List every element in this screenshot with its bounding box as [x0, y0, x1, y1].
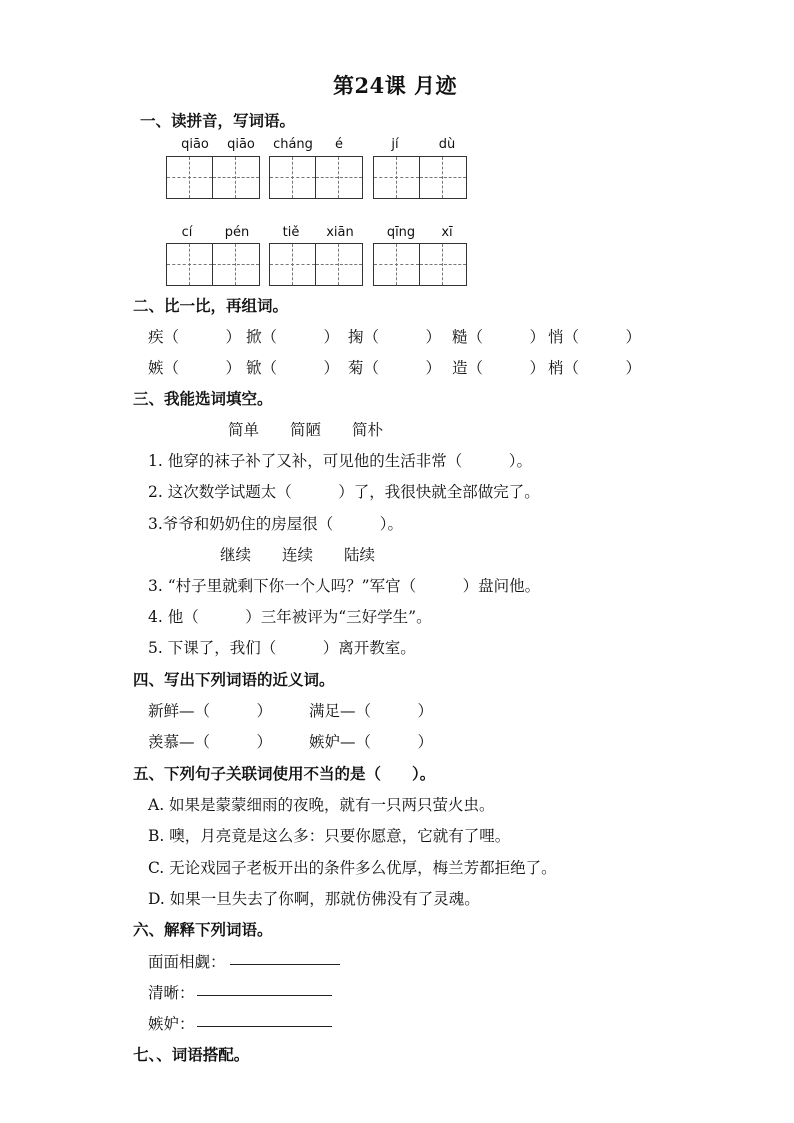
pinyin-label: tiě	[282, 225, 300, 240]
section-heading-6: 六、解释下列词语。	[133, 920, 273, 939]
fill-question: 3. “村子里就剩下你一个人吗？”军官（ ）盘问他。	[148, 577, 541, 595]
explain-label: 清晰：	[148, 984, 195, 1002]
writing-grid[interactable]	[166, 156, 260, 199]
answer-line[interactable]	[197, 981, 332, 996]
compare-item: 锨（ ）	[246, 359, 340, 377]
compare-item: 疾（ ）	[148, 328, 242, 346]
pinyin-label: é	[335, 137, 343, 152]
word-bank: 继续 连续 陆续	[220, 546, 376, 564]
section-heading-7: 七、、词语搭配。	[133, 1045, 250, 1064]
page-title: 第24课 月迹	[333, 73, 458, 98]
section-heading-5: 五、下列句子关联词使用不当的是（ ）。	[133, 764, 436, 783]
writing-grid[interactable]	[269, 156, 363, 199]
pinyin-label: cháng	[273, 137, 313, 152]
choice-option: C. 无论戏园子老板开出的条件多么优厚，梅兰芳都拒绝了。	[148, 859, 557, 877]
pinyin-label: qiāo	[181, 137, 209, 152]
choice-option: D. 如果一旦失去了你啊，那就仿佛没有了灵魂。	[148, 890, 480, 908]
fill-question: 2. 这次数学试题太（ ）了，我很快就全部做完了。	[148, 483, 540, 501]
pinyin-label: pén	[224, 225, 250, 240]
pinyin-label: xī	[441, 225, 453, 240]
compare-item: 掀（ ）	[246, 328, 340, 346]
fill-question: 3.爷爷和奶奶住的房屋很（ ）。	[148, 515, 404, 533]
compare-item: 造（ ）	[452, 359, 546, 377]
synonym-item: 羡慕—（ ）	[148, 733, 273, 751]
pinyin-label: dù	[438, 137, 456, 152]
compare-item: 悄（ ）	[548, 328, 642, 346]
choice-option: A. 如果是蒙蒙细雨的夜晚，就有一只两只萤火虫。	[148, 796, 495, 814]
section-heading-3: 三、我能选词填空。	[133, 389, 273, 408]
writing-grid[interactable]	[269, 243, 363, 286]
fill-question: 5. 下课了，我们（ ）离开教室。	[148, 639, 416, 657]
answer-line[interactable]	[197, 1012, 332, 1027]
fill-question: 1. 他穿的袜子补了又补，可见他的生活非常（ ）。	[148, 452, 532, 470]
pinyin-label: qiāo	[227, 137, 255, 152]
answer-line[interactable]	[230, 950, 340, 965]
compare-item: 糙（ ）	[452, 328, 546, 346]
section-heading-2: 二、比一比，再组词。	[133, 296, 289, 315]
synonym-item: 新鲜—（ ）	[148, 702, 273, 720]
pinyin-label: qīng	[386, 225, 416, 240]
compare-item: 掬（ ）	[348, 328, 442, 346]
pinyin-label: cí	[181, 225, 193, 240]
section-heading-1: 一、读拼音，写词语。	[140, 111, 296, 130]
writing-grid[interactable]	[373, 156, 467, 199]
compare-item: 嫉（ ）	[148, 359, 242, 377]
writing-grid[interactable]	[166, 243, 260, 286]
compare-item: 梢（ ）	[548, 359, 642, 377]
synonym-item: 满足—（ ）	[309, 702, 434, 720]
explain-label: 嫉妒：	[148, 1015, 195, 1033]
writing-grid[interactable]	[373, 243, 467, 286]
section-heading-4: 四、写出下列词语的近义词。	[133, 670, 335, 689]
synonym-item: 嫉妒—（ ）	[309, 733, 434, 751]
fill-question: 4. 他（ ）三年被评为“三好学生”。	[148, 608, 432, 626]
word-bank: 简单 简陋 简朴	[228, 421, 384, 439]
compare-item: 菊（ ）	[348, 359, 442, 377]
pinyin-label: jí	[391, 137, 399, 152]
explain-label: 面面相觑：	[148, 953, 226, 971]
pinyin-label: xiān	[326, 225, 354, 240]
choice-option: B. 噢，月亮竟是这么多：只要你愿意，它就有了哩。	[148, 827, 511, 845]
